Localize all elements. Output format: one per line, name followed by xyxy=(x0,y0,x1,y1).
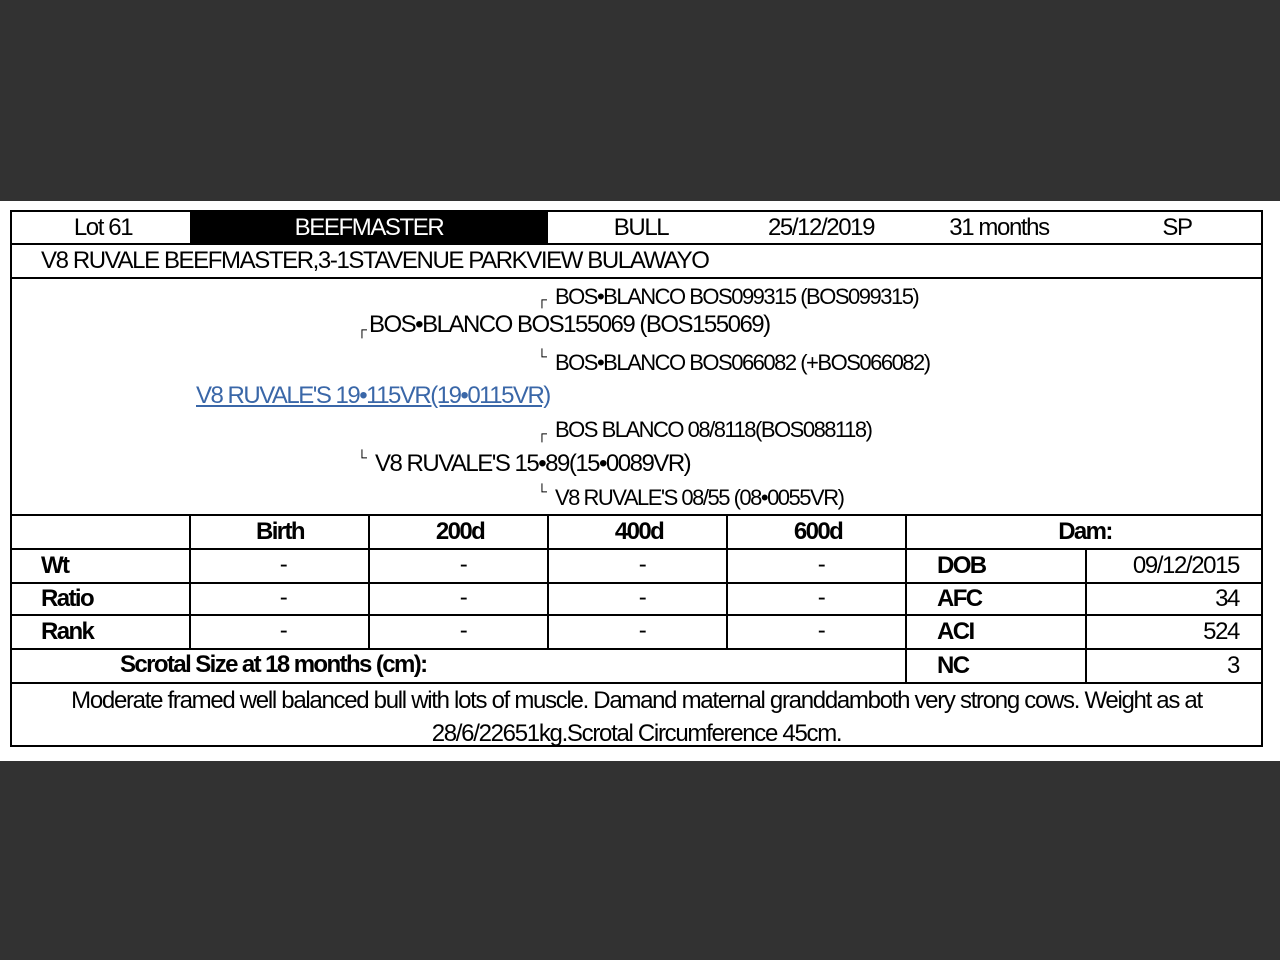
sire-sire-sire: BOS•BLANCO BOS099315 (BOS099315) xyxy=(555,284,919,309)
scrotal-size-label: Scrotal Size at 18 months (cm): xyxy=(120,651,427,678)
catalogue-sheet xyxy=(0,201,1280,761)
divider xyxy=(12,582,1261,584)
dam-label-aci: ACI xyxy=(937,618,974,645)
divider xyxy=(12,277,1261,279)
row-label-wt: Wt xyxy=(41,552,69,579)
col-header-600d: 600d xyxy=(793,518,843,545)
dam-label-dob: DOB xyxy=(937,552,986,579)
divider xyxy=(12,548,1261,550)
divider xyxy=(905,514,907,682)
table-cell: - xyxy=(459,551,467,578)
divider xyxy=(12,614,1261,616)
pedigree-bracket: └ xyxy=(537,348,547,364)
breeder-address: V8 RUVALE BEEFMASTER,3-1STAVENUE PARKVIEW BULAWAYO xyxy=(41,247,709,274)
divider xyxy=(12,243,1261,245)
dam-value-dob: 09/12/2015 xyxy=(1132,552,1239,579)
col-header-200d: 200d xyxy=(435,518,485,545)
dam-header: Dam: xyxy=(1058,518,1112,545)
divider xyxy=(368,514,370,648)
sire-dam-sire: BOS BLANCO 08/8118(BOS088118) xyxy=(555,417,872,442)
sire-sire: BOS•BLANCO BOS155069 (BOS155069) xyxy=(369,311,770,338)
divider xyxy=(726,514,728,648)
table-cell: - xyxy=(459,617,467,644)
sire-link[interactable]: V8 RUVALE'S 19•115VR(19•0115VR) xyxy=(196,382,550,409)
divider xyxy=(547,514,549,648)
lot-number: Lot 61 xyxy=(73,214,133,241)
dam-value-nc: 3 xyxy=(1227,652,1239,679)
table-cell: - xyxy=(279,584,287,611)
table-cell: - xyxy=(279,551,287,578)
col-header-birth: Birth xyxy=(256,518,304,545)
age: 31 months xyxy=(949,214,1049,241)
dam-value-aci: 524 xyxy=(1203,618,1239,645)
table-cell: - xyxy=(279,617,287,644)
pedigree-bracket: ┌ xyxy=(537,291,547,307)
col-header-400d: 400d xyxy=(614,518,664,545)
table-cell: - xyxy=(817,584,825,611)
sire-dam-dam: V8 RUVALE'S 08/55 (08•0055VR) xyxy=(555,485,844,510)
row-label-ratio: Ratio xyxy=(41,585,94,612)
dam-label-nc: NC xyxy=(937,652,969,679)
pedigree-bracket: └ xyxy=(357,449,367,465)
row-label-rank: Rank xyxy=(41,618,94,645)
sex: BULL xyxy=(613,214,669,241)
table-cell: - xyxy=(817,617,825,644)
dam-value-afc: 34 xyxy=(1215,585,1239,612)
breed-cell xyxy=(190,212,548,243)
pedigree-bracket: └ xyxy=(537,483,547,499)
divider xyxy=(12,514,1261,516)
dam-label-afc: AFC xyxy=(937,585,982,612)
pedigree-bracket: ┌ xyxy=(357,321,367,337)
table-cell: - xyxy=(817,551,825,578)
table-cell: - xyxy=(459,584,467,611)
table-cell: - xyxy=(638,584,646,611)
divider xyxy=(12,648,1261,650)
table-cell: - xyxy=(638,617,646,644)
birth-date: 25/12/2019 xyxy=(767,214,875,241)
sire-dam: V8 RUVALE'S 15•89(15•0089VR) xyxy=(375,450,691,477)
table-cell: - xyxy=(638,551,646,578)
lot-comments: Moderate framed well balanced bull with lots of muscle. Damand maternal granddamboth very strong cows. Weight as at 28/6/22651kg.Scrotal Circumference 45cm. xyxy=(71,687,1202,747)
divider xyxy=(1085,548,1087,682)
pedigree-bracket: ┌ xyxy=(537,425,547,441)
divider xyxy=(189,514,191,648)
breed: BEEFMASTER xyxy=(294,214,444,241)
lot-card xyxy=(10,210,1263,747)
sire-sire-dam: BOS•BLANCO BOS066082 (+BOS066082) xyxy=(555,350,930,375)
status: SP xyxy=(1162,214,1192,241)
